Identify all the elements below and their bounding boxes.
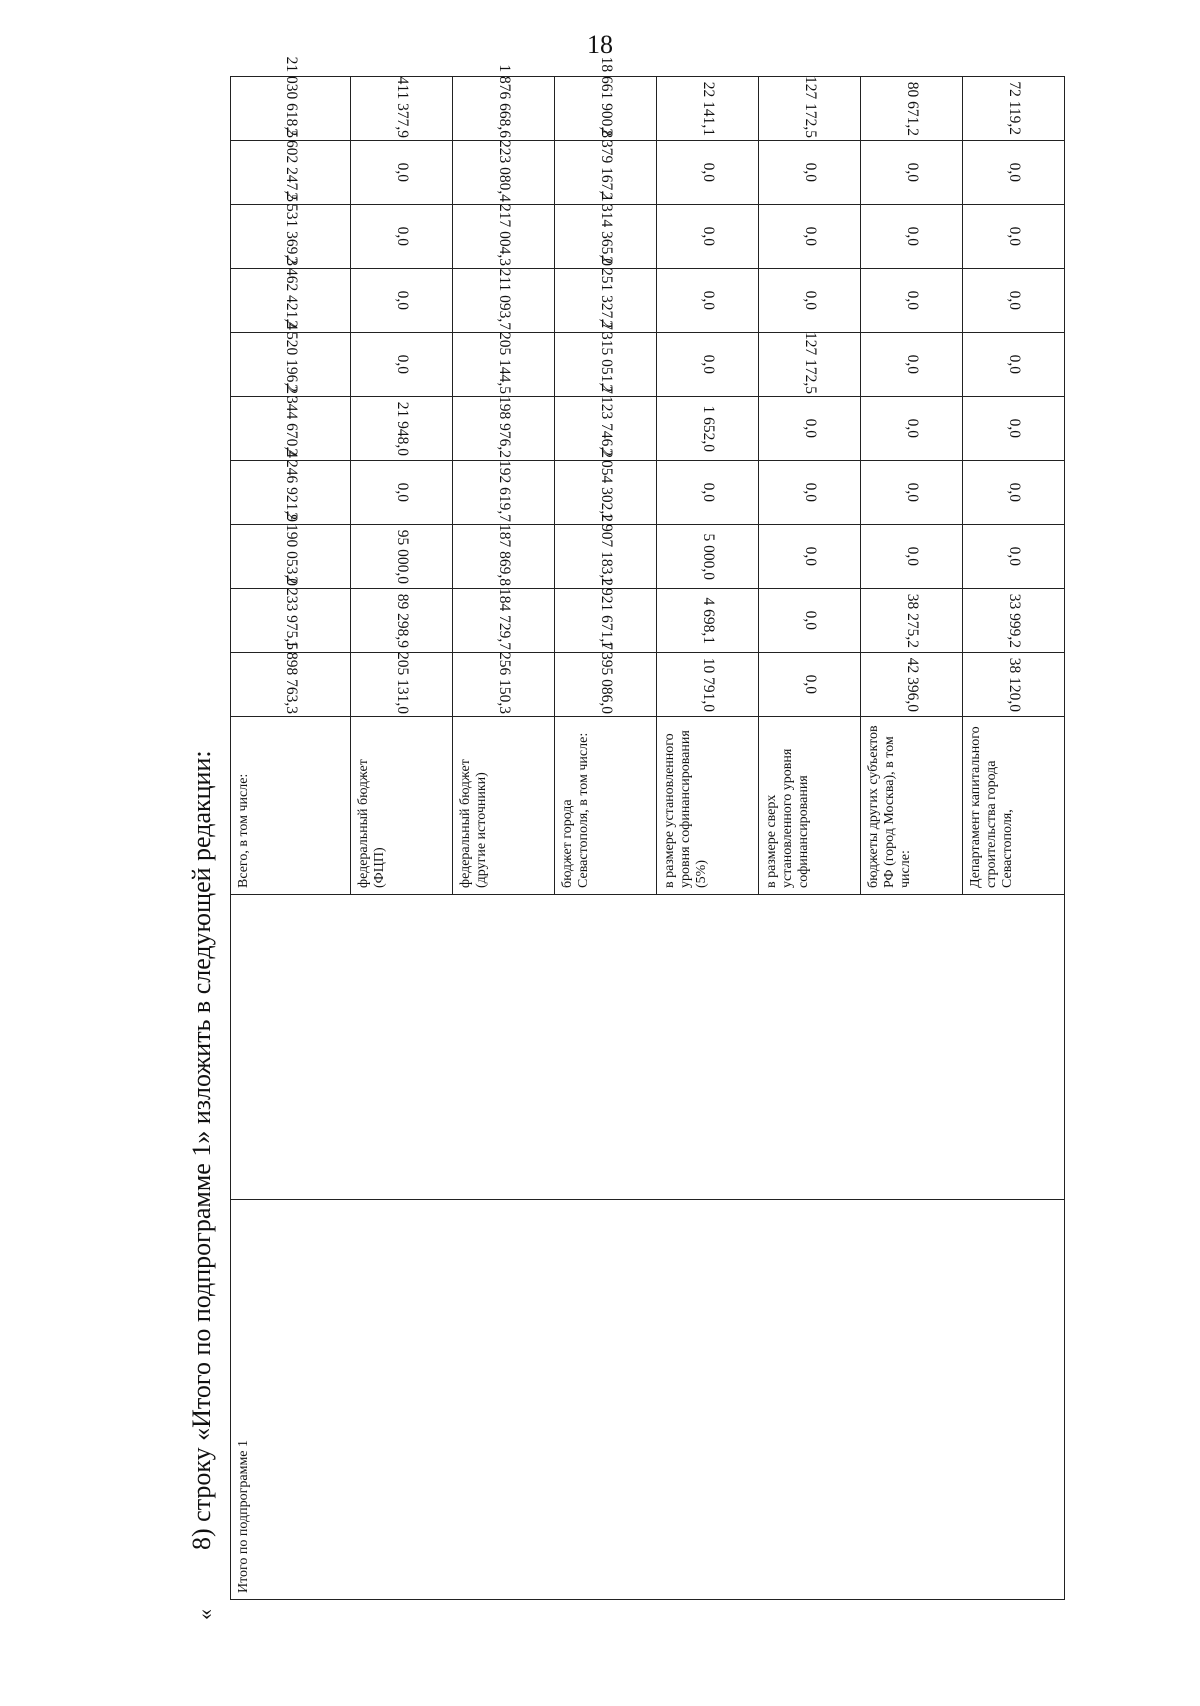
amount-cell bbox=[351, 333, 453, 397]
amount-cell bbox=[351, 461, 453, 525]
amount-value: 127 172,5 bbox=[801, 332, 819, 394]
funding-source-label: федеральный бюджет (ФЦП) bbox=[351, 717, 453, 895]
amendment-heading: 8) строку «Итого по подпрограмме 1» изложить в следующей редакции: bbox=[187, 750, 216, 1550]
amount-cell bbox=[555, 56, 657, 141]
subprogram-total-label: Итого по подпрограмме 1 bbox=[231, 1200, 1065, 1600]
amount-value: 0,0 bbox=[903, 482, 921, 503]
amount-cell bbox=[759, 589, 861, 653]
amount-value: 0,0 bbox=[393, 162, 411, 183]
amount-cell bbox=[231, 512, 351, 589]
amount-value: 0,0 bbox=[393, 290, 411, 311]
amount-value: 89 298,9 bbox=[393, 593, 411, 648]
amount-cell bbox=[555, 320, 657, 397]
amount-cell bbox=[963, 525, 1065, 589]
amount-cell bbox=[351, 77, 453, 141]
amount-value: 38 275,2 bbox=[903, 593, 921, 648]
amount-value: 256 150,3 bbox=[495, 652, 513, 714]
amount-cell bbox=[453, 333, 555, 397]
amount-value: 2 246 921,9 bbox=[282, 448, 300, 522]
amount-value: 411 377,9 bbox=[393, 76, 411, 138]
amount-value: 0,0 bbox=[393, 482, 411, 503]
funding-source-label: федеральный бюджет (другие источники) bbox=[453, 717, 555, 895]
amount-value: 0,0 bbox=[903, 546, 921, 567]
amount-cell bbox=[351, 269, 453, 333]
amount-cell bbox=[453, 397, 555, 461]
amount-value: 80 671,2 bbox=[903, 81, 921, 136]
amount-cell bbox=[231, 192, 351, 269]
opening-quote: « bbox=[192, 1609, 217, 1620]
amount-value: 2 251 327,7 bbox=[597, 256, 615, 330]
amount-cell bbox=[351, 653, 453, 717]
amount-value: 42 396,0 bbox=[903, 657, 921, 712]
amount-cell bbox=[231, 56, 351, 141]
funding-source-label: Всего, в том числе: bbox=[231, 717, 351, 895]
amount-value: 1 395 086,0 bbox=[597, 640, 615, 714]
amount-cell bbox=[861, 589, 963, 653]
amount-cell bbox=[351, 525, 453, 589]
amount-cell bbox=[657, 653, 759, 717]
funding-source-label: в размере сверх установленного уровня софинансирования bbox=[759, 717, 861, 895]
amount-cell bbox=[657, 589, 759, 653]
amount-value: 2 531 369,3 bbox=[282, 192, 300, 266]
amount-cell bbox=[759, 525, 861, 589]
amount-cell bbox=[861, 77, 963, 141]
amount-value: 38 120,0 bbox=[1005, 657, 1023, 712]
amount-cell bbox=[861, 141, 963, 205]
amount-cell bbox=[861, 653, 963, 717]
amount-value: 2 314 365,0 bbox=[597, 192, 615, 266]
amount-cell bbox=[657, 205, 759, 269]
amount-value: 1 907 183,2 bbox=[597, 512, 615, 586]
amount-cell bbox=[351, 141, 453, 205]
amount-cell bbox=[759, 269, 861, 333]
amount-cell bbox=[861, 397, 963, 461]
amount-value: 1 652,0 bbox=[699, 405, 717, 452]
amount-cell bbox=[759, 77, 861, 141]
amount-value: 0,0 bbox=[699, 354, 717, 375]
amount-value: 10 791,0 bbox=[699, 657, 717, 712]
amount-cell bbox=[555, 640, 657, 717]
landscape-content bbox=[180, 56, 1060, 1620]
amount-value: 21 030 618,5 bbox=[282, 56, 300, 138]
amount-value: 205 144,5 bbox=[495, 332, 513, 394]
amount-cell bbox=[759, 653, 861, 717]
amount-value: 0,0 bbox=[699, 290, 717, 311]
amount-cell bbox=[759, 397, 861, 461]
amount-value: 0,0 bbox=[801, 674, 819, 695]
amount-cell bbox=[453, 64, 555, 141]
amount-cell bbox=[963, 205, 1065, 269]
amount-cell bbox=[657, 525, 759, 589]
funding-source-label: Департамент капитального строительства города Севастополя, bbox=[963, 717, 1065, 895]
amount-value: 0,0 bbox=[1005, 418, 1023, 439]
table-row bbox=[231, 77, 351, 1600]
amount-value: 1 921 671,7 bbox=[597, 576, 615, 650]
amount-cell bbox=[231, 128, 351, 205]
amount-cell bbox=[759, 461, 861, 525]
amount-value: 0,0 bbox=[1005, 290, 1023, 311]
amount-cell bbox=[453, 589, 555, 653]
amount-value: 192 619,7 bbox=[495, 460, 513, 522]
amount-cell bbox=[555, 512, 657, 589]
amount-value: 211 093,7 bbox=[495, 268, 513, 330]
empty-column bbox=[231, 895, 1065, 1200]
amount-value: 33 999,2 bbox=[1005, 593, 1023, 648]
amount-cell bbox=[231, 640, 351, 717]
amount-cell bbox=[861, 525, 963, 589]
amount-value: 0,0 bbox=[801, 546, 819, 567]
amount-value: 0,0 bbox=[801, 290, 819, 311]
amount-cell bbox=[351, 397, 453, 461]
amount-cell bbox=[351, 205, 453, 269]
amount-value: 2 379 167,1 bbox=[597, 128, 615, 202]
amount-value: 2 233 975,5 bbox=[282, 576, 300, 650]
amount-value: 223 080,4 bbox=[495, 140, 513, 202]
amount-value: 2 462 421,4 bbox=[282, 256, 300, 330]
amount-value: 198 976,2 bbox=[495, 396, 513, 458]
amount-cell bbox=[453, 525, 555, 589]
amount-value: 2 315 051,7 bbox=[597, 320, 615, 394]
amount-value: 0,0 bbox=[393, 354, 411, 375]
amount-value: 21 948,0 bbox=[393, 401, 411, 456]
amount-value: 0,0 bbox=[699, 162, 717, 183]
amount-value: 2 054 302,2 bbox=[597, 448, 615, 522]
amount-value: 184 729,7 bbox=[495, 588, 513, 650]
amount-cell bbox=[453, 141, 555, 205]
amount-value: 5 000,0 bbox=[699, 533, 717, 580]
amount-value: 2 602 247,5 bbox=[282, 128, 300, 202]
amount-cell bbox=[963, 589, 1065, 653]
amount-value: 205 131,0 bbox=[393, 652, 411, 714]
amount-value: 0,0 bbox=[699, 482, 717, 503]
amount-cell bbox=[759, 141, 861, 205]
amount-value: 2 123 746,2 bbox=[597, 384, 615, 458]
amount-cell bbox=[555, 128, 657, 205]
amount-cell bbox=[231, 384, 351, 461]
amount-value: 0,0 bbox=[903, 290, 921, 311]
amount-value: 187 869,8 bbox=[495, 524, 513, 586]
amount-value: 0,0 bbox=[903, 354, 921, 375]
funding-source-label: в размере установленного уровня софинансирования (5%) bbox=[657, 717, 759, 895]
amount-cell bbox=[555, 576, 657, 653]
amount-cell bbox=[453, 461, 555, 525]
amount-value: 217 004,3 bbox=[495, 204, 513, 266]
page-number: 18 bbox=[587, 30, 613, 59]
amount-value: 0,0 bbox=[1005, 546, 1023, 567]
amount-cell bbox=[657, 141, 759, 205]
amount-cell bbox=[453, 269, 555, 333]
amount-cell bbox=[963, 461, 1065, 525]
amount-cell bbox=[963, 269, 1065, 333]
amount-value: 0,0 bbox=[393, 226, 411, 247]
amount-value: 0,0 bbox=[801, 418, 819, 439]
amount-cell bbox=[453, 205, 555, 269]
amount-cell bbox=[963, 653, 1065, 717]
amount-value: 4 698,1 bbox=[699, 597, 717, 644]
amount-cell bbox=[231, 576, 351, 653]
amount-value: 2 190 053,0 bbox=[282, 512, 300, 586]
amount-cell bbox=[963, 77, 1065, 141]
amount-value: 127 172,5 bbox=[801, 76, 819, 138]
amount-cell bbox=[963, 333, 1065, 397]
amount-cell bbox=[861, 205, 963, 269]
subprogram-total-table bbox=[230, 56, 1065, 1600]
amount-value: 0,0 bbox=[1005, 226, 1023, 247]
amount-cell bbox=[657, 333, 759, 397]
amount-value: 18 661 900,8 bbox=[597, 56, 615, 138]
amount-value: 0,0 bbox=[1005, 162, 1023, 183]
amount-value: 0,0 bbox=[903, 226, 921, 247]
amount-cell bbox=[759, 205, 861, 269]
amount-cell bbox=[963, 397, 1065, 461]
amount-value: 0,0 bbox=[903, 162, 921, 183]
amount-cell bbox=[861, 333, 963, 397]
amount-cell bbox=[453, 653, 555, 717]
amount-cell bbox=[555, 384, 657, 461]
amount-value: 0,0 bbox=[801, 162, 819, 183]
amount-value: 0,0 bbox=[1005, 354, 1023, 375]
amount-cell bbox=[555, 448, 657, 525]
amount-cell bbox=[861, 461, 963, 525]
amount-cell bbox=[657, 77, 759, 141]
amount-value: 2 344 670,4 bbox=[282, 384, 300, 458]
amount-cell bbox=[555, 192, 657, 269]
amount-cell bbox=[351, 589, 453, 653]
amount-value: 0,0 bbox=[1005, 482, 1023, 503]
amount-value: 72 119,2 bbox=[1005, 81, 1023, 136]
amount-cell bbox=[231, 256, 351, 333]
amount-cell bbox=[231, 320, 351, 397]
amount-value: 22 141,1 bbox=[699, 81, 717, 136]
amount-value: 1 876 668,6 bbox=[495, 64, 513, 138]
amount-cell bbox=[231, 448, 351, 525]
amount-value: 0,0 bbox=[801, 482, 819, 503]
funding-source-label: бюджеты других субъектов РФ (город Москва), в том числе: bbox=[861, 717, 963, 895]
amount-value: 95 000,0 bbox=[393, 529, 411, 584]
funding-source-label: бюджет города Севастополя, в том числе: bbox=[555, 717, 657, 895]
amount-value: 0,0 bbox=[801, 610, 819, 631]
amount-cell bbox=[759, 333, 861, 397]
amount-value: 2 520 196,2 bbox=[282, 320, 300, 394]
amount-value: 0,0 bbox=[903, 418, 921, 439]
amount-cell bbox=[963, 141, 1065, 205]
amount-value: 1 898 763,3 bbox=[282, 640, 300, 714]
amount-cell bbox=[555, 256, 657, 333]
amount-cell bbox=[657, 397, 759, 461]
amount-value: 0,0 bbox=[801, 226, 819, 247]
amount-cell bbox=[861, 269, 963, 333]
amount-cell bbox=[657, 461, 759, 525]
amount-value: 0,0 bbox=[699, 226, 717, 247]
amount-cell bbox=[657, 269, 759, 333]
